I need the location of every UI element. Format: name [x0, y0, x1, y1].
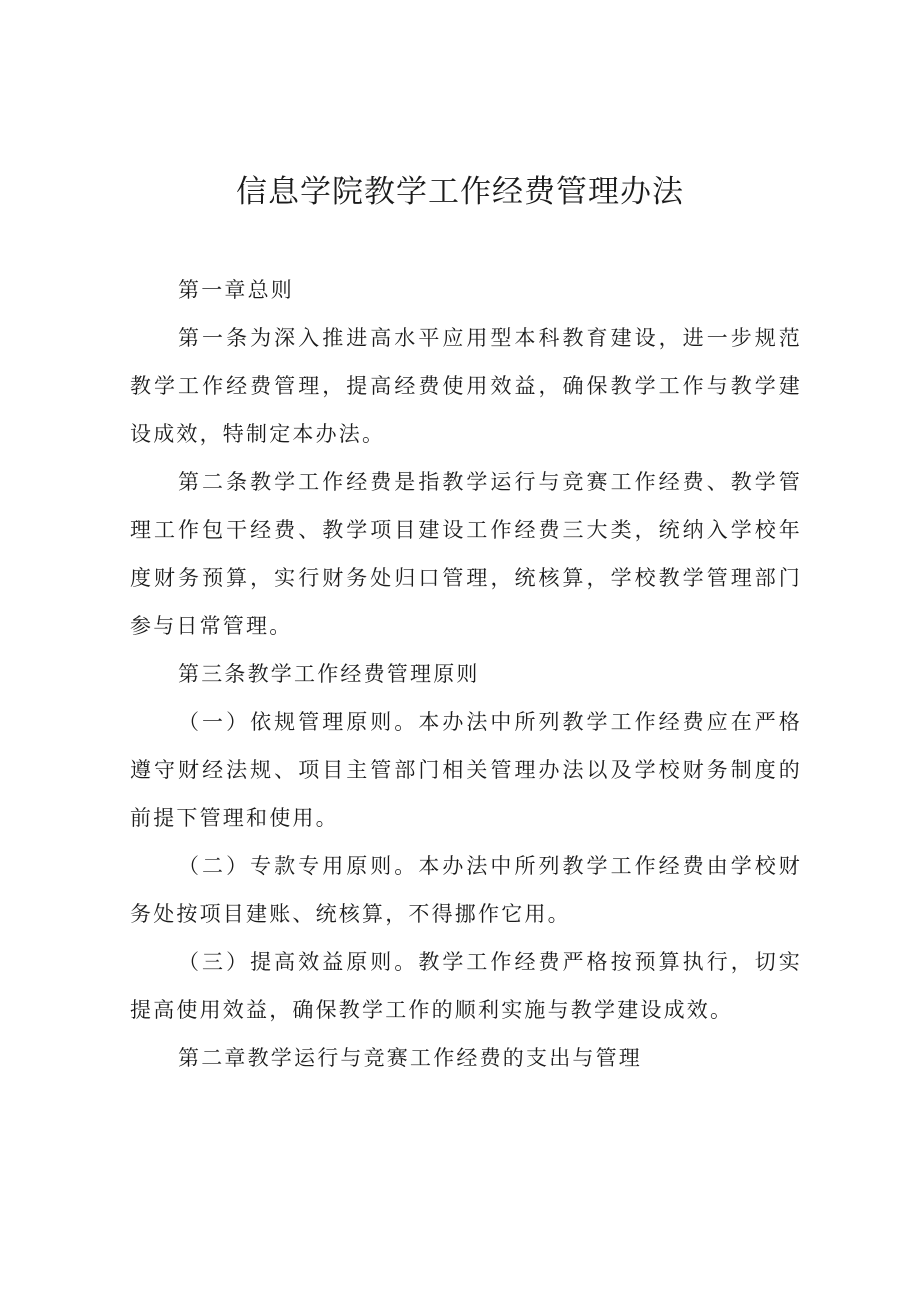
chapter-1-heading: 第一章总则	[178, 278, 294, 302]
principle-2-paragraph: （二）专款专用原则。本办法中所列教学工作经费由学校财务处按项目建账、统核算，不得挪作它用。	[130, 854, 802, 926]
principle-1-paragraph: （一）依规管理原则。本办法中所列教学工作经费应在严格遵守财经法规、项目主管部门相关管理办法以及学校财务制度的前提下管理和使用。	[130, 710, 802, 830]
article-3-heading: 第三条教学工作经费管理原则	[178, 662, 480, 686]
document-title: 信息学院教学工作经费管理办法	[236, 174, 684, 210]
principle-3-paragraph: （三）提高效益原则。教学工作经费严格按预算执行，切实提高使用效益，确保教学工作的顺利实施与教学建设成效。	[130, 950, 802, 1022]
chapter-2-heading: 第二章教学运行与竞赛工作经费的支出与管理	[178, 1046, 642, 1070]
document-body	[130, 266, 802, 1082]
article-1-paragraph: 第一条为深入推进高水平应用型本科教育建设，进一步规范教学工作经费管理，提高经费使用效益，确保教学工作与教学建设成效，特制定本办法。	[130, 326, 802, 446]
article-2-paragraph: 第二条教学工作经费是指教学运行与竞赛工作经费、教学管理工作包干经费、教学项目建设工作经费三大类，统纳入学校年度财务预算，实行财务处归口管理，统核算，学校教学管理部门参与日常管理。	[130, 470, 802, 638]
